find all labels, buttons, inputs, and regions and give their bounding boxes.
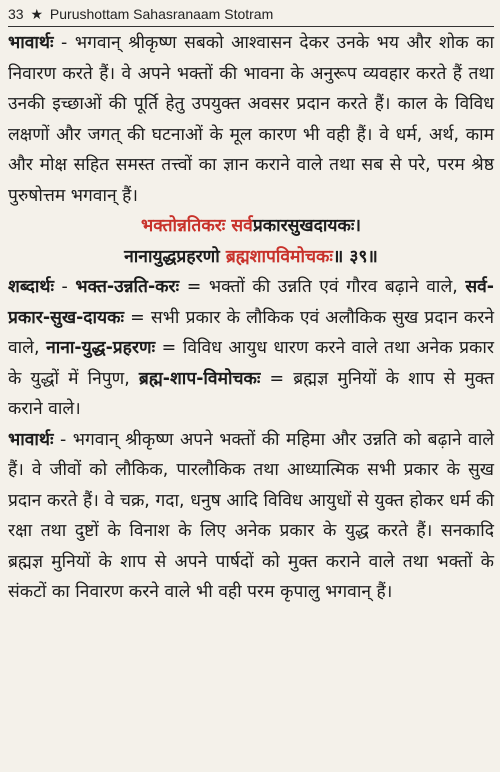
verse-line-2 (8, 242, 494, 273)
term: भक्त-उन्नति-करः (75, 277, 180, 297)
word-meaning-text: = विविध आयुध धारण करने वाले तथा अनेक प्रकार के युद्धों में निपुण, (8, 338, 494, 389)
word-meaning-label: शब्दार्थः (8, 277, 54, 297)
meaning-paragraph-1 (8, 28, 494, 211)
page-number: 33 (8, 6, 24, 22)
page-header (8, 2, 494, 27)
meaning-paragraph-2 (8, 425, 494, 608)
verse-highlight: ब्रह्मशापविमोचकः (225, 246, 333, 267)
page-content (8, 28, 494, 608)
word-meaning-text: - (53, 277, 76, 297)
verse-text: प्रकारसुखदायकः। (252, 216, 361, 236)
term: सर्व-प्रकार-सुख-दायकः (8, 277, 494, 328)
word-meaning-paragraph (8, 272, 494, 425)
word-meaning-text: = भक्तों की उन्नति एवं गौरव बढ़ाने वाले, (179, 277, 466, 297)
meaning-label: भावार्थः (8, 33, 54, 53)
star-icon: ★ (30, 6, 44, 22)
verse-text: नानायुद्धप्रहरणो (124, 246, 226, 267)
book-title: Purushottam Sahasranaam Stotram (49, 6, 274, 22)
meaning-label: भावार्थः (8, 429, 54, 450)
verse-line-1 (8, 211, 494, 242)
word-meaning-text: = सभी प्रकार के लौकिक एवं अलौकिक सुख प्रदान करने वाले, (8, 307, 494, 358)
meaning-text: - भगवान् श्रीकृष्ण सबको आश्वासन देकर उनके भय और शोक का निवारण करते हैं। वे अपने भक्तों की भावना के अनुरूप व्यवहार करते हैं तथा उनकी इच्छाओं की पूर्ति हेतु उपयुक्त अवसर प्रदान करते हैं। काल के विविध लक्षणों और जगत् की घटनाओं के मूल कारण भी वही हैं। वे धर्म, अर्थ, काम और मोक्ष सहित समस्त तत्त्वों का ज्ञान कराने वाले तथा सब से परे, परम श्रेष्ठ पुरुषोत्तम भगवान् हैं। (8, 33, 494, 206)
term: नाना-युद्ध-प्रहरणः (46, 338, 156, 358)
verse-number: ॥ ३९॥ (332, 246, 378, 267)
term: ब्रह्म-शाप-विमोचकः (138, 368, 261, 389)
word-meaning-text: = ब्रह्मज्ञ मुनियों के शाप से मुक्त कराने वाले। (8, 368, 494, 419)
verse-highlight: भक्तोन्नतिकरः सर्व (141, 216, 253, 236)
meaning-text: - भगवान् श्रीकृष्ण अपने भक्तों की महिमा और उन्नति को बढ़ाने वाले हैं। वे जीवों को लौकिक, पारलौकिक तथा आध्यात्मिक सभी प्रकार के सुख प्रदान करते हैं। वे चक्र, गदा, धनुष आदि विविध आयुधों से युक्त होकर धर्म की रक्षा तथा दुष्टों के विनाश के लिए अनेक प्रकार के युद्ध करते हैं। सनकादि ब्रह्मज्ञ मुनियों के शाप से अपने पार्षदों को मुक्त कराने वाले तथा भक्तों के संकटों का निवारण करने वाले भी वही परम कृपालु भगवान् हैं। (8, 429, 494, 602)
